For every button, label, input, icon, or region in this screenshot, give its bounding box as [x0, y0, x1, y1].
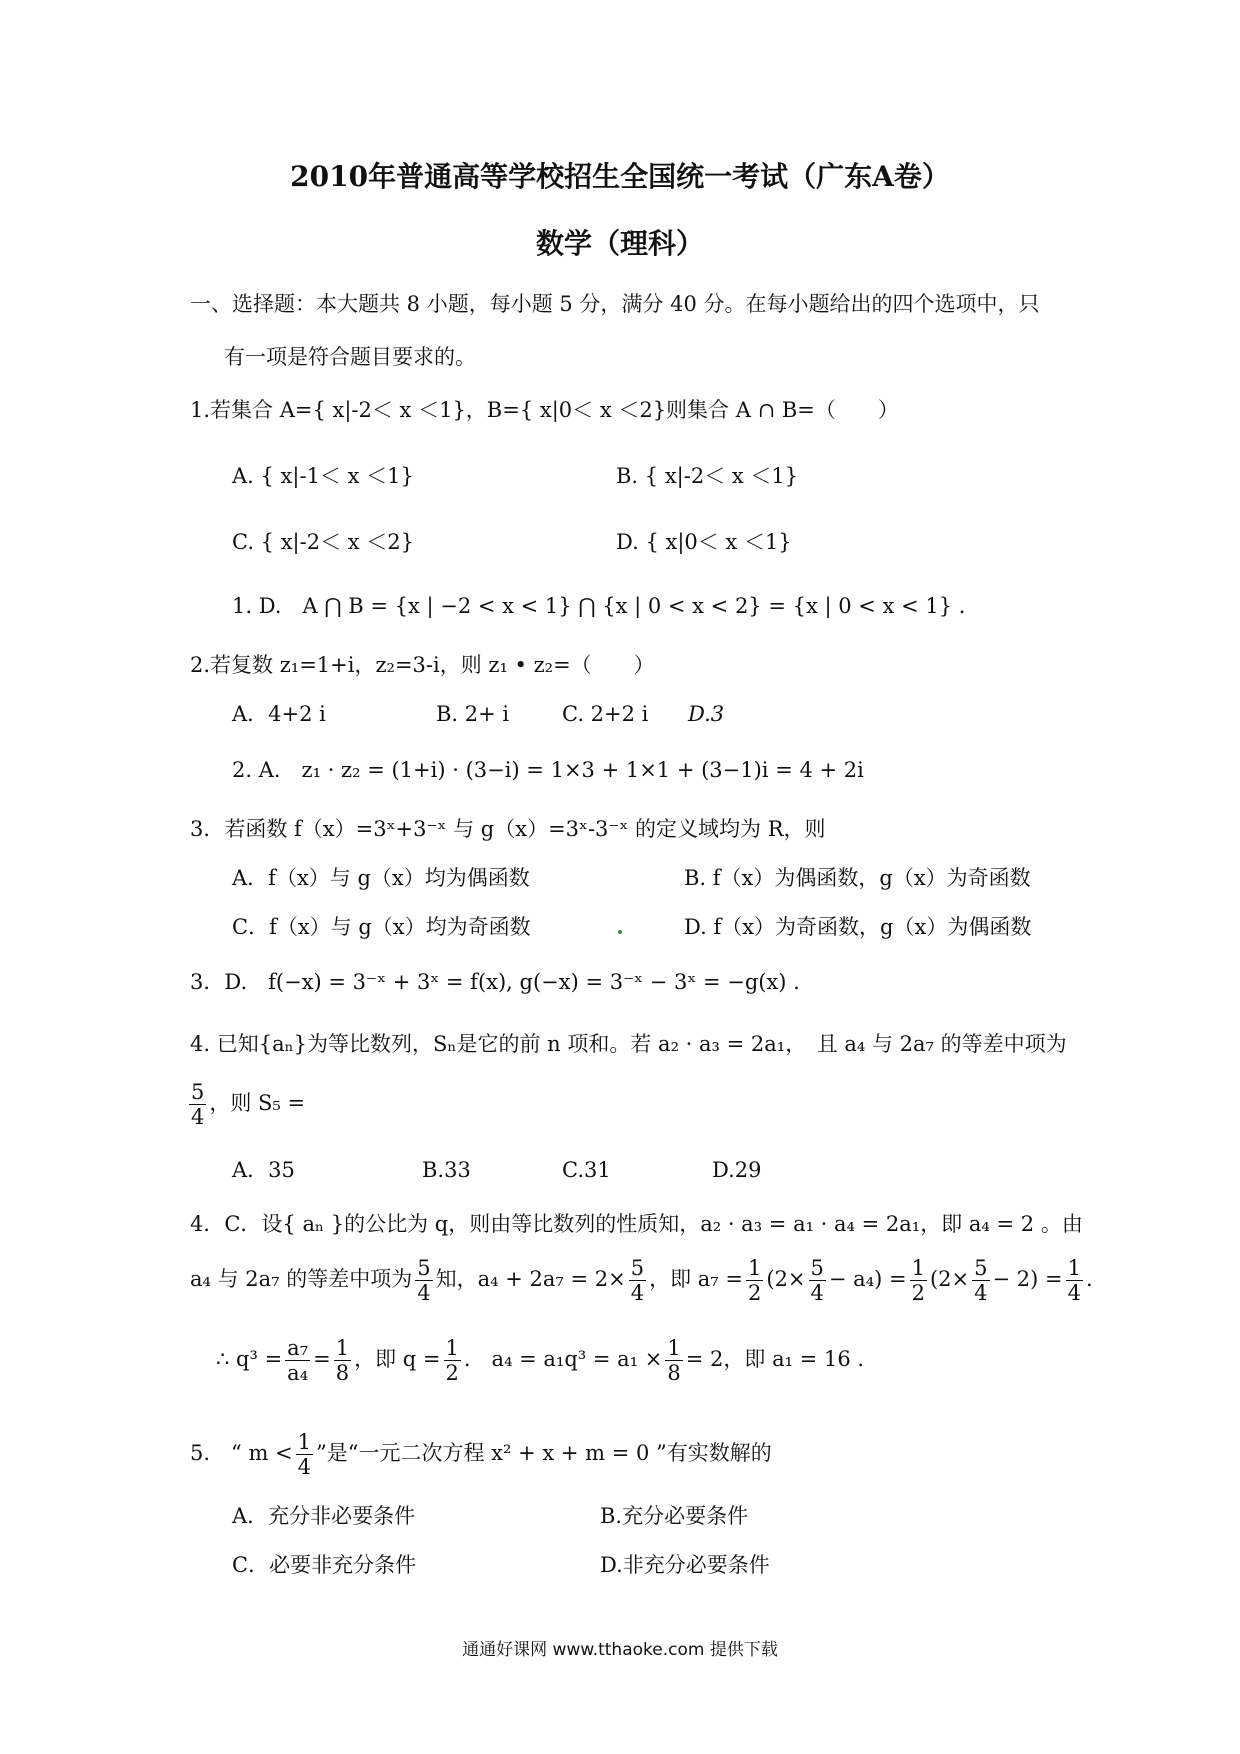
- q5-fraction: $\frac{1}{4}$: [297, 1430, 312, 1479]
- q3-stem: 3．若函数 f（x）=3ˣ+3⁻ˣ 与 g（x）=3ˣ-3⁻ˣ 的定义域均为 R，则: [190, 817, 826, 841]
- q4-stem: 4. 已知{aₙ}为等比数列，Sₙ是它的前 n 项和。若 a₂ · a₃ = 2a₁， 且 a₄ 与 2a₇ 的等差中项为: [190, 1032, 1067, 1056]
- section-instruction-line2: 有一项是符合题目要求的。: [224, 345, 476, 369]
- q2-answer: 2. A. z₁ · z₂ = (1+i) · (3−i) = 1×3 + 1×1 + (3−1)i = 4 + 2i: [232, 758, 864, 782]
- q2-stem: 2.若复数 z₁=1+i，z₂=3-i，则 z₁ • z₂=（ ）: [190, 653, 655, 677]
- q4-solution-line1: 4．C．设{ aₙ }的公比为 q，则由等比数列的性质知，a₂ · a₃ = a₁ · a₄ = 2a₁，即 a₄ = 2 。由: [190, 1212, 1083, 1236]
- q3-option-c: C．f（x）与 g（x）均为奇函数: [232, 915, 531, 939]
- q4-option-c: C.31: [562, 1158, 611, 1182]
- q3-option-b: B. f（x）为偶函数，g（x）为奇函数: [684, 866, 1031, 890]
- q2-option-c: C. 2+2 i: [562, 702, 649, 726]
- q4-stem-line2: $\frac{5}{4}$ ，则 S₅ =: [191, 1080, 306, 1129]
- q4-solution-line2: a₄ 与 2a₇ 的等差中项为 $\frac{5}{4}$ 知，a₄ + 2a₇ = 2× $\frac{5}{4}$ ，即 a₇ = $\frac{1}{2}$ (2× $\frac{5}{4}$ − a₄) = $\frac{1}{2}$ (2× $\frac{5}{4}$ − 2) = $\frac{1}{4}$ .: [190, 1256, 1093, 1305]
- q4-fraction: $\frac{5}{4}$: [191, 1080, 205, 1129]
- q2-option-d: D.3: [688, 702, 725, 726]
- q5-option-d: D.非充分必要条件: [600, 1553, 770, 1577]
- q4-option-d: D.29: [712, 1158, 762, 1182]
- speck-mark: [618, 930, 622, 934]
- section-instruction-line1: 一、选择题：本大题共 8 小题，每小题 5 分，满分 40 分。在每小题给出的四个选项中，只: [190, 292, 1040, 316]
- exam-title: 2010年普通高等学校招生全国统一考试（广东A卷）: [290, 160, 950, 193]
- q3-option-d: D. f（x）为奇函数，g（x）为偶函数: [684, 915, 1032, 939]
- q5-option-c: C．必要非充分条件: [232, 1553, 417, 1577]
- q1-option-a: A. { x|-1＜ x ＜1}: [232, 464, 414, 488]
- page-footer: 通通好课网 www.tthaoke.com 提供下载: [462, 1640, 778, 1660]
- q5-option-b: B.充分必要条件: [600, 1504, 749, 1528]
- q1-answer: 1. D. A ⋂ B = {x | −2 < x < 1} ⋂ {x | 0 < x < 2} = {x | 0 < x < 1} .: [232, 594, 966, 618]
- q2-option-b: B. 2+ i: [436, 702, 510, 726]
- exam-subtitle: 数学（理科）: [535, 227, 704, 260]
- q1-option-d: D. { x|0＜ x ＜1}: [616, 530, 792, 554]
- q3-option-a: A．f（x）与 g（x）均为偶函数: [232, 866, 530, 890]
- q1-stem: 1.若集合 A={ x|-2＜ x ＜1}，B={ x|0＜ x ＜2}则集合 A ∩ B=（ ）: [190, 398, 899, 422]
- q4-option-b: B.33: [422, 1158, 471, 1182]
- q5-option-a: A．充分非必要条件: [232, 1504, 416, 1528]
- q1-option-c: C. { x|-2＜ x ＜2}: [232, 530, 414, 554]
- q4-option-a: A．35: [232, 1158, 295, 1182]
- q1-option-b: B. { x|-2＜ x ＜1}: [616, 464, 799, 488]
- q4-solution-line3: ∴ q³ = $\frac{\text{a₇}}{\text{a₄}}$ = $\frac{1}{8}$ ，即 q = $\frac{1}{2}$ . a₄ = a₁q³ = a₁ × $\frac{1}{8}$ = 2，即 a₁ = 16 .: [216, 1336, 865, 1385]
- q3-answer: 3．D. f(−x) = 3⁻ˣ + 3ˣ = f(x), g(−x) = 3⁻ˣ − 3ˣ = −g(x) .: [190, 970, 800, 994]
- q2-option-a: A．4+2 i: [232, 702, 326, 726]
- q5-stem: 5. “ m < $\frac{1}{4}$ ”是“一元二次方程 x² + x + m = 0 ”有实数解的: [190, 1430, 772, 1479]
